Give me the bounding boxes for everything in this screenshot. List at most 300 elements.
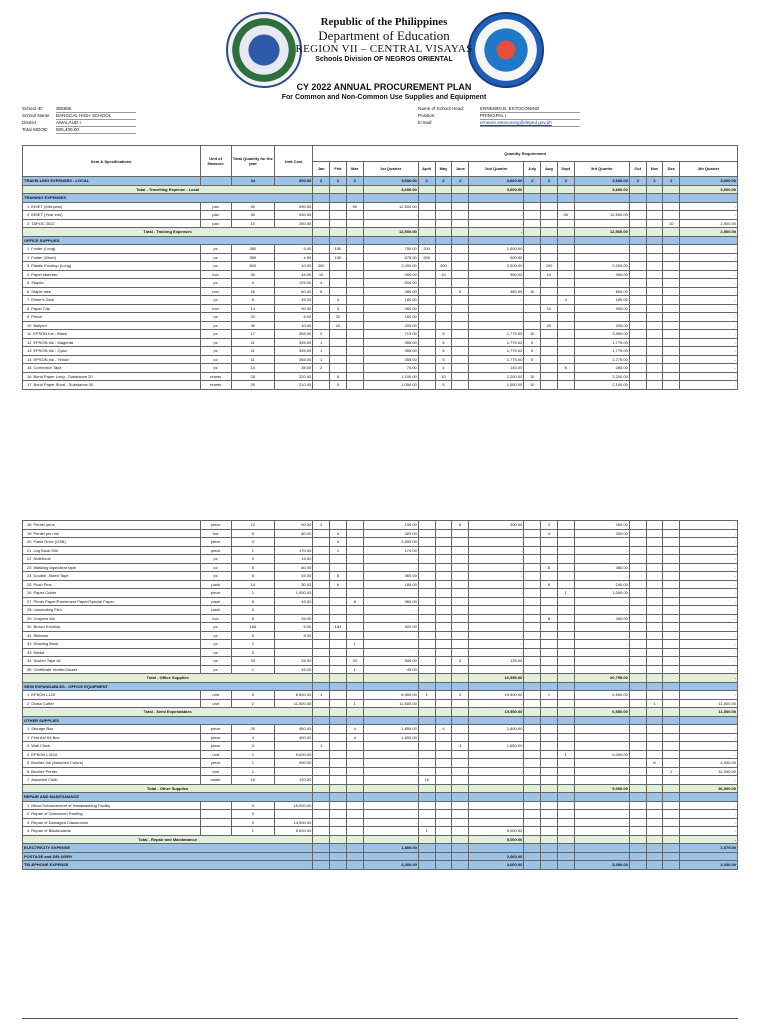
header-month: Nov: [646, 161, 663, 177]
cell-month-qty: [313, 835, 330, 844]
cell-quarter-total: [363, 793, 418, 802]
cell-month-qty: 200: [541, 262, 558, 271]
cell-qty: 10: [231, 219, 274, 228]
cell-month-qty: [524, 364, 541, 373]
cell-month-qty: [435, 835, 452, 844]
cell-month-qty: [557, 852, 574, 861]
cell-month-qty: [646, 521, 663, 530]
item-cell: [23, 538, 201, 547]
cell-month-qty: [452, 716, 469, 725]
cell-quarter-total: [363, 852, 418, 861]
cell-quarter-total: 360.00: [363, 597, 418, 606]
cell-month-qty: [663, 253, 680, 262]
cell-unit: pc: [200, 631, 231, 640]
cell-month-qty: [435, 818, 452, 827]
cell-month-qty: [663, 835, 680, 844]
cell-month-qty: [330, 228, 347, 237]
cell-month-qty: [524, 538, 541, 547]
total-label: Total - Repair and Maintanance: [23, 835, 313, 844]
cell-month-qty: [346, 818, 363, 827]
cell-month-qty: [346, 563, 363, 572]
cell-month-qty: [524, 750, 541, 759]
cell-quarter-total: -: [469, 538, 524, 547]
item-label: EPSON L3110: [31, 751, 58, 757]
cell-month-qty: [646, 640, 663, 649]
cell-quarter-total: 480.00: [469, 287, 524, 296]
cell-month-qty: [524, 589, 541, 598]
cell-month-qty: [646, 589, 663, 598]
cell-month-qty: [452, 538, 469, 547]
cell-quarter-total: -: [469, 304, 524, 313]
cell-month-qty: [330, 606, 347, 615]
item-number: 7: [27, 777, 30, 783]
cell-quarter-total: [574, 682, 629, 691]
item-cell: [23, 555, 201, 564]
cell-month-qty: [435, 776, 452, 785]
cell-cost: [274, 538, 312, 547]
cell-month-qty: [313, 304, 330, 313]
cell-unit: pack: [200, 597, 231, 606]
cell-cost: 35.00: [274, 364, 312, 373]
cell-quarter-total: -: [680, 580, 738, 589]
cell-qty: 1: [231, 546, 274, 555]
cell-month-qty: 4: [346, 725, 363, 734]
cell-month-qty: [346, 372, 363, 381]
item-number: 21: [27, 547, 32, 553]
cell-month-qty: [346, 521, 363, 530]
cell-quarter-total: -: [574, 767, 629, 776]
cell-month-qty: [452, 572, 469, 581]
cell-quarter-total: [363, 827, 418, 836]
cell-unit: pc: [200, 296, 231, 305]
label-district: District: [22, 120, 37, 125]
cell-quarter-total: -: [469, 640, 524, 649]
cell-month-qty: 2: [663, 767, 680, 776]
cell-month-qty: [435, 529, 452, 538]
cell-qty: 25: [231, 657, 274, 666]
cell-month-qty: [646, 580, 663, 589]
cell-month-qty: [435, 219, 452, 228]
cell-month-qty: [452, 835, 469, 844]
cell-month-qty: [541, 219, 558, 228]
table-row: [23, 253, 738, 262]
cell-month-qty: [435, 623, 452, 632]
cell-qty: 350: [231, 245, 274, 254]
cell-month-qty: [435, 589, 452, 598]
cell-unit: pc: [200, 364, 231, 373]
cell-quarter-total: -: [574, 279, 629, 288]
cell-month-qty: [557, 682, 574, 691]
cell-month-qty: [452, 313, 469, 322]
table-row: [23, 818, 738, 827]
cell-month-qty: [629, 614, 646, 623]
cell-month-qty: [524, 304, 541, 313]
cell-month-qty: [629, 521, 646, 530]
cell-month-qty: [330, 614, 347, 623]
cell-month-qty: [629, 852, 646, 861]
cell-month-qty: 10: [541, 270, 558, 279]
cell-month-qty: [346, 861, 363, 870]
cell-quarter-total: 1,050.00: [469, 381, 524, 390]
cell-month-qty: [557, 321, 574, 330]
cell-qty: 600: [231, 262, 274, 271]
cell-month-qty: 5: [524, 347, 541, 356]
cell-quarter-total: -: [574, 606, 629, 615]
cell-quarter-total: -: [469, 296, 524, 305]
cell-month-qty: [524, 572, 541, 581]
cell-month-qty: [557, 236, 574, 245]
cell-cost: 4.50: [274, 253, 312, 262]
cell-month-qty: 10: [313, 270, 330, 279]
cell-month-qty: [418, 835, 435, 844]
cell-quarter-total: -: [469, 597, 524, 606]
cell-month-qty: [629, 861, 646, 870]
cell-month-qty: [646, 750, 663, 759]
cell-month-qty: 1: [646, 699, 663, 708]
cell-unit: box: [200, 287, 231, 296]
cell-month-qty: [346, 580, 363, 589]
cell-month-qty: [541, 347, 558, 356]
cell-month-qty: [629, 648, 646, 657]
cell-month-qty: [629, 725, 646, 734]
cell-month-qty: [418, 767, 435, 776]
cell-month-qty: [524, 194, 541, 203]
item-number: 17: [27, 382, 32, 388]
cell-month-qty: [524, 776, 541, 785]
cell-month-qty: [541, 682, 558, 691]
cell-quarter-total: -: [680, 691, 738, 700]
cell-quarter-total: -: [574, 546, 629, 555]
cell-month-qty: [646, 648, 663, 657]
cell-unit: unit: [200, 767, 231, 776]
cell-cost: 15,000.00: [274, 801, 312, 810]
cell-month-qty: [435, 674, 452, 683]
header-month: Jan: [313, 161, 330, 177]
cell-month-qty: [557, 657, 574, 666]
table-row: [23, 296, 738, 305]
cell-month-qty: [435, 313, 452, 322]
cell-month-qty: 200: [435, 262, 452, 271]
cell-quarter-total: 300.00: [469, 521, 524, 530]
cell-month-qty: 8: [346, 597, 363, 606]
cell-month-qty: [524, 253, 541, 262]
cell-month-qty: [418, 194, 435, 203]
cell-month-qty: [435, 606, 452, 615]
cell-month-qty: [452, 818, 469, 827]
cell-month-qty: [418, 347, 435, 356]
cell-month-qty: 4: [313, 279, 330, 288]
cell-quarter-total: -: [680, 270, 738, 279]
header-item: Item & Specifications: [23, 146, 201, 177]
cell-month-qty: [646, 810, 663, 819]
cell-month-qty: [313, 372, 330, 381]
item-number: 2: [27, 700, 30, 706]
cell-month-qty: 8: [330, 572, 347, 581]
cell-month-qty: 2: [418, 177, 435, 186]
cell-month-qty: [663, 674, 680, 683]
cell-month-qty: [541, 733, 558, 742]
cell-month-qty: [330, 657, 347, 666]
total-label: Total - Semi Expendables: [23, 708, 313, 717]
cell-qty: 17: [231, 330, 274, 339]
cell-quarter-total: -: [469, 665, 524, 674]
cell-month-qty: 5: [330, 381, 347, 390]
cell-month-qty: [557, 674, 574, 683]
item-label: Repair of Classroom Roofing: [31, 811, 83, 817]
cell-unit: pax: [200, 202, 231, 211]
table-row: [23, 555, 738, 564]
cell-month-qty: [557, 665, 574, 674]
cell-month-qty: 20: [541, 321, 558, 330]
item-label: Drawing Book: [33, 641, 59, 647]
cell-month-qty: 8: [541, 563, 558, 572]
cell-month-qty: [663, 381, 680, 390]
cell-quarter-total: -: [469, 733, 524, 742]
cell-month-qty: [557, 194, 574, 203]
cell-month-qty: [646, 818, 663, 827]
cell-quarter-total: 450.00: [363, 270, 418, 279]
cell-quarter-total: 900.00: [574, 304, 629, 313]
cell-month-qty: [524, 313, 541, 322]
item-number: 32: [27, 641, 32, 647]
cell-cost: 400.00: [274, 733, 312, 742]
item-cell: [23, 614, 201, 623]
cell-quarter-total: 3,000.00: [680, 861, 738, 870]
cell-cost: 1,000.00: [274, 589, 312, 598]
cell-quarter-total: 6,500.00: [574, 708, 629, 717]
cell-quarter-total: -: [680, 623, 738, 632]
cell-month-qty: 2: [313, 521, 330, 530]
item-label: First Aid Kit Box: [31, 734, 60, 740]
table-row: [23, 313, 738, 322]
total-row: [23, 185, 738, 194]
item-label: Minor Enhancement of Handwashing Facility: [31, 802, 111, 808]
cell-month-qty: [663, 185, 680, 194]
item-label: Bond Paper Long - Substance 20: [33, 373, 93, 379]
table-row: [23, 691, 738, 700]
item-cell: [23, 750, 201, 759]
cell-month-qty: 4: [330, 529, 347, 538]
cell-month-qty: [418, 202, 435, 211]
cell-month-qty: [346, 185, 363, 194]
cell-month-qty: [313, 546, 330, 555]
cell-quarter-total: -: [680, 606, 738, 615]
table-row: [23, 546, 738, 555]
cell-cost: 250.00: [274, 211, 312, 220]
cell-quarter-total: [363, 716, 418, 725]
cell-month-qty: [557, 597, 574, 606]
cell-month-qty: [646, 304, 663, 313]
item-cell: [23, 665, 201, 674]
cell-month-qty: [313, 861, 330, 870]
cell-month-qty: 2: [629, 177, 646, 186]
cell-month-qty: [629, 784, 646, 793]
cell-month-qty: [629, 355, 646, 364]
cell-month-qty: [629, 699, 646, 708]
cell-month-qty: [663, 313, 680, 322]
cell-month-qty: [418, 648, 435, 657]
cell-month-qty: [346, 750, 363, 759]
cell-unit: pc: [200, 623, 231, 632]
cell-month-qty: [663, 682, 680, 691]
header-month: 1st Quarter: [363, 161, 418, 177]
cell-month-qty: 2: [346, 177, 363, 186]
cell-month-qty: 4: [330, 304, 347, 313]
cell-quarter-total: -: [680, 313, 738, 322]
cell-month-qty: [663, 844, 680, 853]
cell-month-qty: [524, 699, 541, 708]
item-cell: [23, 563, 201, 572]
header-month: Aug: [541, 161, 558, 177]
cell-month-qty: [663, 355, 680, 364]
cell-month-qty: 5: [435, 330, 452, 339]
cell-month-qty: [435, 563, 452, 572]
cell-cost: 30.00: [274, 580, 312, 589]
cell-quarter-total: -: [574, 202, 629, 211]
cell-month-qty: [313, 296, 330, 305]
section-label: ELECTRICITY EXPENSE: [23, 844, 313, 853]
cell-cost: 170.00: [274, 546, 312, 555]
cell-cost: 220.00: [274, 372, 312, 381]
cell-quarter-total: 1,800.00: [363, 725, 418, 734]
cell-month-qty: [330, 194, 347, 203]
value-email[interactable]: ernewin.estoconing@deped.gov.ph: [480, 120, 580, 127]
cell-month-qty: 10: [541, 304, 558, 313]
item-number: 1: [27, 692, 30, 698]
cell-quarter-total: 200.00: [574, 321, 629, 330]
label-school-name: School Name: [22, 113, 50, 118]
cell-month-qty: [330, 861, 347, 870]
cell-quarter-total: -: [363, 614, 418, 623]
item-label: Push Pins: [33, 581, 52, 587]
page-bottom-rule: [22, 1018, 738, 1019]
cell-quarter-total: -: [680, 648, 738, 657]
cell-month-qty: [663, 572, 680, 581]
cell-month-qty: [541, 818, 558, 827]
cell-month-qty: [557, 614, 574, 623]
cell-month-qty: [663, 245, 680, 254]
cell-month-qty: [646, 793, 663, 802]
item-number: 2: [27, 254, 30, 260]
cell-month-qty: [330, 852, 347, 861]
cell-month-qty: [629, 304, 646, 313]
cell-unit: pc: [200, 555, 231, 564]
cell-month-qty: [418, 546, 435, 555]
item-cell: [23, 372, 201, 381]
cell-month-qty: [629, 279, 646, 288]
cell-month-qty: [346, 852, 363, 861]
cell-month-qty: 1: [346, 640, 363, 649]
cell-unit: pack: [200, 606, 231, 615]
cell-cost: 25.00: [274, 657, 312, 666]
cell-month-qty: 2: [646, 177, 663, 186]
cell-quarter-total: 2,000.00: [469, 262, 524, 271]
item-number: 10: [27, 322, 32, 328]
cell-cost: 355.00: [274, 355, 312, 364]
cell-month-qty: [330, 716, 347, 725]
cell-month-qty: [663, 716, 680, 725]
cell-month-qty: [330, 219, 347, 228]
cell-month-qty: [435, 742, 452, 751]
cell-month-qty: [629, 330, 646, 339]
cell-month-qty: [435, 793, 452, 802]
cell-month-qty: [346, 759, 363, 768]
cell-month-qty: [629, 818, 646, 827]
cell-month-qty: 2: [541, 177, 558, 186]
cell-month-qty: [346, 572, 363, 581]
cell-qty: 2: [231, 699, 274, 708]
cell-month-qty: [418, 861, 435, 870]
cell-month-qty: [663, 818, 680, 827]
cell-quarter-total: [363, 835, 418, 844]
cell-month-qty: [629, 631, 646, 640]
cell-month-qty: 4: [330, 296, 347, 305]
cell-month-qty: [435, 708, 452, 717]
cell-quarter-total: -: [680, 262, 738, 271]
cell-month-qty: [418, 228, 435, 237]
cell-quarter-total: 1,100.00: [363, 372, 418, 381]
cell-month-qty: [646, 691, 663, 700]
cell-month-qty: [418, 270, 435, 279]
cell-quarter-total: [469, 682, 524, 691]
cell-month-qty: [646, 555, 663, 564]
cell-month-qty: [541, 555, 558, 564]
table-row: [23, 733, 738, 742]
cell-unit: pc: [200, 313, 231, 322]
cell-quarter-total: -: [469, 614, 524, 623]
cell-month-qty: [418, 372, 435, 381]
header-qty: Total Quantity for the year: [231, 146, 274, 177]
item-label: Bond Paper Short - Substance 20: [33, 382, 94, 388]
cell-month-qty: [646, 767, 663, 776]
cell-quarter-total: 900.00: [469, 253, 524, 262]
cell-month-qty: [524, 759, 541, 768]
cell-month-qty: [452, 529, 469, 538]
cell-month-qty: [330, 338, 347, 347]
item-cell: [23, 776, 201, 785]
cell-month-qty: [629, 691, 646, 700]
cell-month-qty: [452, 185, 469, 194]
cell-quarter-total: 1,650.00: [469, 742, 524, 751]
item-label: Notebook: [33, 556, 51, 562]
cell-month-qty: [346, 219, 363, 228]
label-position: Position:: [418, 113, 436, 118]
cell-month-qty: [524, 665, 541, 674]
cell-unit: meter: [200, 776, 231, 785]
item-cell: [23, 725, 201, 734]
cell-quarter-total: [469, 194, 524, 203]
cell-month-qty: [663, 852, 680, 861]
cell-qty: 20: [231, 725, 274, 734]
cell-quarter-total: -: [680, 589, 738, 598]
cell-month-qty: [330, 589, 347, 598]
cell-quarter-total: -: [680, 529, 738, 538]
cell-month-qty: [629, 253, 646, 262]
cell-cost: 250.00: [274, 202, 312, 211]
cell-cost: 60.00: [274, 563, 312, 572]
cell-month-qty: [646, 287, 663, 296]
cell-month-qty: [435, 810, 452, 819]
item-number: 1: [27, 203, 30, 209]
cell-month-qty: [629, 262, 646, 271]
section-row: [23, 852, 738, 861]
cell-month-qty: [629, 597, 646, 606]
cell-quarter-total: -: [363, 606, 418, 615]
cell-quarter-total: -: [680, 640, 738, 649]
cell-month-qty: [313, 185, 330, 194]
cell-month-qty: [524, 716, 541, 725]
cell-quarter-total: 750.00: [363, 245, 418, 254]
